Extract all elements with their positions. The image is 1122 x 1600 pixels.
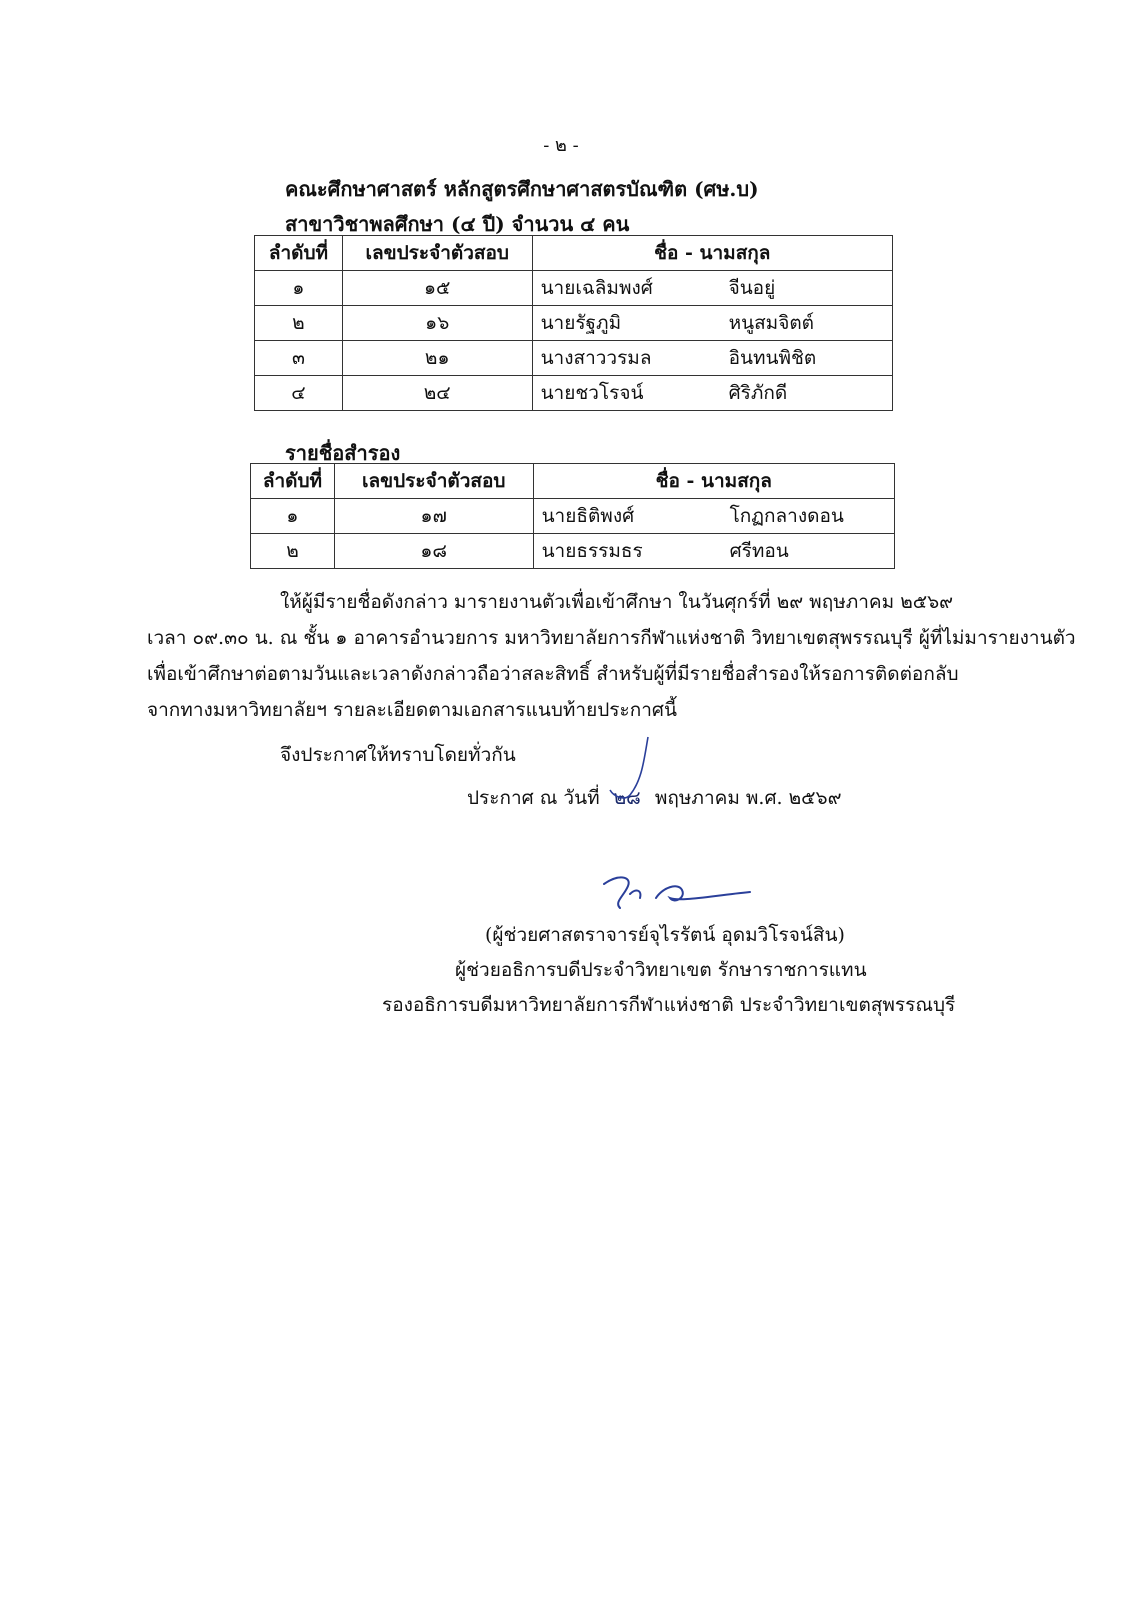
faculty-heading: คณะศึกษาศาสตร์ หลักสูตรศึกษาศาสตรบัณฑิต (ศษ.บ) bbox=[285, 177, 759, 201]
row-name bbox=[532, 376, 892, 411]
row-name bbox=[532, 306, 892, 341]
table-row bbox=[255, 306, 893, 341]
header-exam-id: เลขประจำตัวสอบ bbox=[342, 236, 532, 271]
paragraph-line-4: จากทางมหาวิทยาลัยฯ รายละเอียดตามเอกสารแนบท้ายประกาศนี้ bbox=[147, 699, 677, 721]
row-exam-id: ๑๘ bbox=[334, 534, 533, 569]
row-order: ๓ bbox=[255, 341, 343, 376]
row-order: ๑ bbox=[255, 271, 343, 306]
paragraph-line-3: เพื่อเข้าศึกษาต่อตามวันและเวลาดังกล่าวถือว่าสละสิทธิ์ สำหรับผู้ที่มีรายชื่อสำรองให้รอการติดต่อกลับ bbox=[147, 663, 959, 685]
row-name bbox=[533, 534, 894, 569]
table-row bbox=[255, 341, 893, 376]
row-exam-id: ๑๗ bbox=[334, 499, 533, 534]
row-exam-id: ๑๖ bbox=[342, 306, 532, 341]
header-name: ชื่อ - นามสกุล bbox=[533, 464, 894, 499]
date-suffix: พฤษภาคม พ.ศ. ๒๕๖๙ bbox=[654, 787, 842, 809]
row-exam-id: ๒๑ bbox=[342, 341, 532, 376]
paragraph-line-1: ให้ผู้มีรายชื่อดังกล่าว มารายงานตัวเพื่อเข้าศึกษา ในวันศุกร์ที่ ๒๙ พฤษภาคม ๒๕๖๙ bbox=[280, 591, 954, 613]
last-name: จีนอยู่ bbox=[728, 277, 776, 299]
first-name: นายธรรมธร bbox=[541, 540, 643, 562]
signature-mark bbox=[600, 868, 760, 928]
reserve-heading: รายชื่อสำรอง bbox=[285, 441, 401, 465]
table-row bbox=[251, 534, 895, 569]
signatory-title-1: ผู้ช่วยอธิการบดีประจำวิทยาเขต รักษาราชการแทน bbox=[455, 959, 867, 981]
table-header-row bbox=[255, 236, 893, 271]
row-order: ๔ bbox=[255, 376, 343, 411]
handwritten-day-mark bbox=[600, 735, 660, 805]
last-name: อินทนพิชิต bbox=[728, 347, 817, 369]
table-row bbox=[255, 376, 893, 411]
paragraph-line-2: เวลา ๐๙.๓๐ น. ณ ชั้น ๑ อาคารอำนวยการ มหาวิทยาลัยการกีฬาแห่งชาติ วิทยาเขตสุพรรณบุรี ผู้ที่ไม่มารายงานตัว bbox=[147, 627, 1076, 649]
announce-line: จึงประกาศให้ทราบโดยทั่วกัน bbox=[280, 744, 516, 766]
row-exam-id: ๑๕ bbox=[342, 271, 532, 306]
last-name: ศิริภักดี bbox=[728, 382, 788, 404]
row-exam-id: ๒๔ bbox=[342, 376, 532, 411]
date-day: ๒๘ bbox=[613, 787, 641, 809]
last-name: โกฏกลางดอน bbox=[729, 505, 844, 527]
row-order: ๑ bbox=[251, 499, 335, 534]
first-name: นางสาววรมล bbox=[540, 347, 652, 369]
reserve-table bbox=[250, 463, 895, 569]
first-name: นายรัฐภูมิ bbox=[540, 312, 622, 334]
first-name: นายธิติพงศ์ bbox=[541, 505, 635, 527]
header-order: ลำดับที่ bbox=[255, 236, 343, 271]
table-header-row bbox=[251, 464, 895, 499]
row-order: ๒ bbox=[255, 306, 343, 341]
header-order: ลำดับที่ bbox=[251, 464, 335, 499]
last-name: หนูสมจิตต์ bbox=[728, 312, 815, 334]
table-row bbox=[255, 271, 893, 306]
last-name: ศรีทอน bbox=[729, 540, 789, 562]
admitted-table bbox=[254, 235, 893, 411]
first-name: นายเฉลิมพงศ์ bbox=[540, 277, 653, 299]
date-prefix: ประกาศ ณ วันที่ bbox=[467, 787, 600, 809]
first-name: นายชวโรจน์ bbox=[540, 382, 644, 404]
signatory-name: (ผู้ช่วยศาสตราจารย์จุไรรัตน์ อุดมวิโรจน์สิน) bbox=[485, 924, 845, 946]
row-name bbox=[532, 271, 892, 306]
page-number: - ๒ - bbox=[543, 135, 579, 156]
table-row bbox=[251, 499, 895, 534]
program-heading: สาขาวิชาพลศึกษา (๔ ปี) จำนวน ๔ คน bbox=[285, 212, 630, 236]
header-name: ชื่อ - นามสกุล bbox=[532, 236, 892, 271]
signatory-title-2: รองอธิการบดีมหาวิทยาลัยการกีฬาแห่งชาติ ประจำวิทยาเขตสุพรรณบุรี bbox=[382, 994, 956, 1016]
row-name bbox=[532, 341, 892, 376]
row-name bbox=[533, 499, 894, 534]
header-exam-id: เลขประจำตัวสอบ bbox=[334, 464, 533, 499]
row-order: ๒ bbox=[251, 534, 335, 569]
